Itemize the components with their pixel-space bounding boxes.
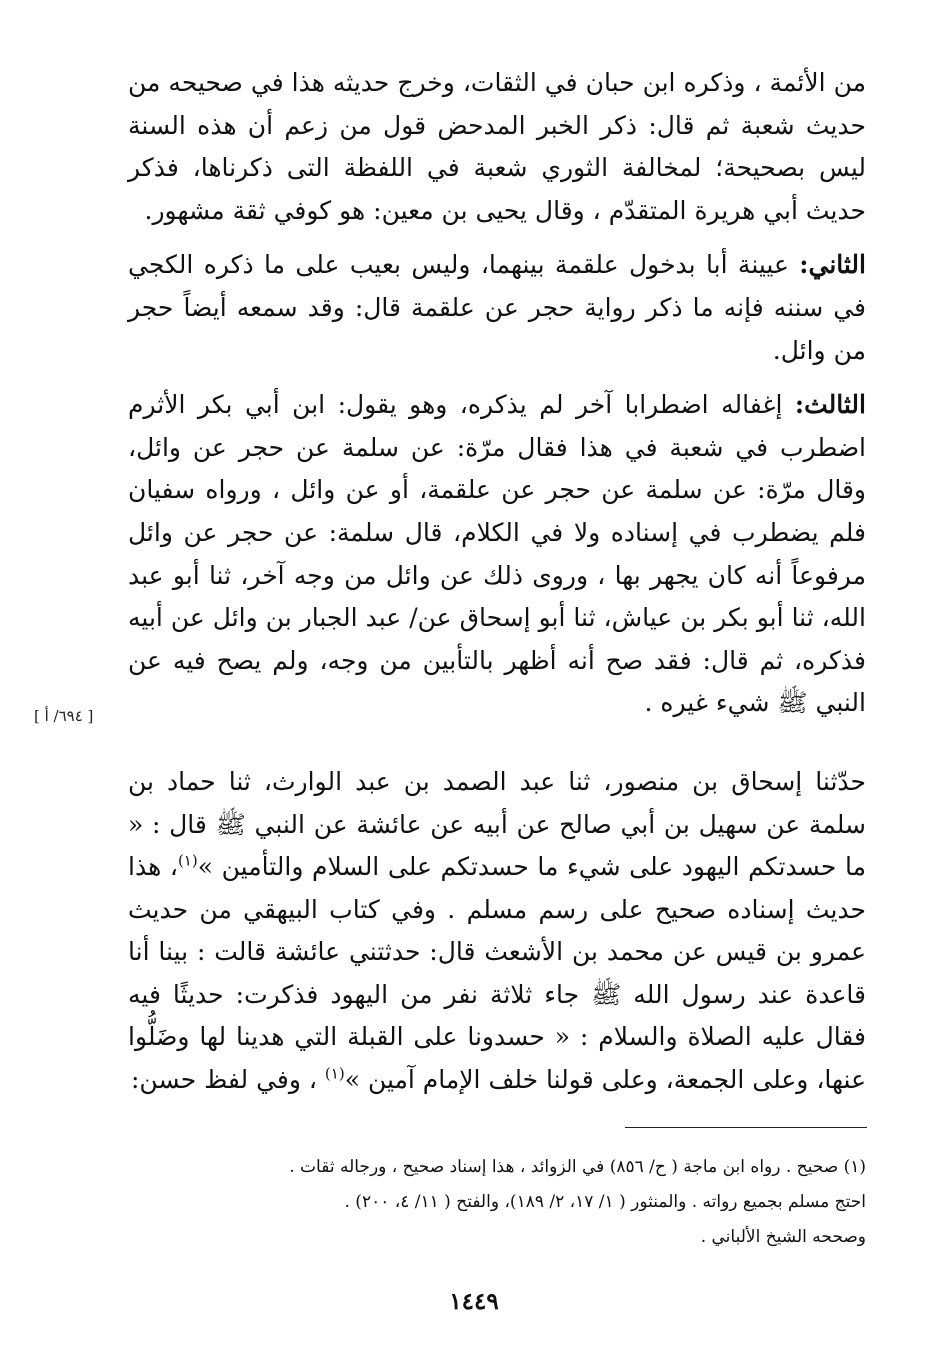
paragraph-3-lead: الثالث:	[794, 390, 866, 420]
paragraph-1-text: من الأئمة ، وذكره ابن حبان في الثقات، وخرج حديثه هذا في صحيحه من حديث شعبة ثم قال: ذكر الخبر المدحض قول من زعم أن هذه السنة ليس بصحيحة؛ لمخالفة الثوري شعبة في اللفظة التى ذكرناها، فذكر حديث أبي هريرة المتقدّم ، وقال يحيى بن معين: هو كوفي ثقة مشهور.	[128, 68, 866, 225]
paragraph-2	[128, 244, 866, 372]
footnote-line-1: (١) صحيح . رواه ابن ماجة ( ح/ ٨٥٦) في الزوائد ، هذا إسناد صحيح ، ورجاله ثقات .	[289, 1157, 866, 1177]
footnote-divider	[625, 1127, 867, 1128]
paragraph-3	[128, 384, 866, 725]
paragraph-2-text: عيينة أبا بدخول علقمة بينهما، وليس بعيب على ما ذكره الكجي في سننه فإنه ما ذكر رواية حجر عن علقمة قال: وقد سمعه أيضاً حجر من وائل.	[128, 250, 866, 365]
footnote-line-3: وصححه الشيخ الألباني .	[700, 1227, 866, 1247]
paragraph-4	[128, 761, 866, 1102]
footnote-marker: (١)	[324, 1064, 345, 1083]
paragraph-4-text-c: ، وفي لفظ حسن:	[131, 1065, 325, 1095]
paragraph-4-text-a: حدّثنا إسحاق بن منصور، ثنا عبد الصمد بن عبد الوارث، ثنا حماد بن سلمة عن سهيل بن أبي صالح عن أبيه عن عائشة عن النبي ﷺ قال : « ما حسدتكم اليهود على شيء ما حسدتكم على السلام والتأمين »	[128, 766, 866, 882]
paragraph-3-text: إغفاله اضطرابا آخر لم يذكره، وهو يقول: ابن أبي بكر الأثرم اضطرب في شعبة في هذا فقال مرّة: عن سلمة عن حجر عن وائل، وقال مرّة: عن سلمة عن حجر عن علقمة، أو عن وائل ، ورواه سفيان فلم يضطرب في إسناده ولا في الكلام، قال سلمة: عن حجر عن وائل مرفوعاً أنه كان يجهر بها ، وروى ذلك عن وائل من وجه آخر، ثنا أبو عبد الله، ثنا أبو بكر بن عياش، ثنا أبو إسحاق عن/ عبد الجبار بن وائل عن أبيه فذكره، ثم قال: فقد صح أنه أظهر بالتأبين من وجه، ولم يصح فيه عن النبي ﷺ شيء غيره .	[128, 390, 866, 718]
footnotes	[128, 1150, 866, 1255]
paragraph-2-lead: الثاني:	[799, 250, 866, 280]
page-number: ١٤٤٩	[449, 1288, 499, 1315]
manuscript-folio-reference: [ ٦٩٤/ أ ]	[34, 707, 94, 725]
footnote-line-2: احتج مسلم بجميع رواته . والمنثور ( ١/ ١٧، ٢/ ١٨٩)، والفتح ( ١١/ ٤، ٢٠٠) .	[344, 1192, 866, 1212]
paragraph-1	[128, 62, 866, 232]
paragraph-4-text-b: ، هذا حديث إسناده صحيح على رسم مسلم . وفي كتاب البيهقي من حديث عمرو بن قيس عن محمد بن الأشعث قال: حدثتني عائشة قالت : بينا أنا قاعدة عند رسول الله ﷺ جاء ثلاثة نفر من اليهود فذكرت: حديثًا فيه فقال عليه الصلاة والسلام : « حسدونا على القبلة التي هدينا لها وضَلُّوا عنها، وعلى الجمعة، وعلى قولنا خلف الإمام آمين »	[128, 852, 866, 1095]
main-text	[128, 62, 866, 1102]
footnote-marker: (١)	[177, 851, 198, 870]
